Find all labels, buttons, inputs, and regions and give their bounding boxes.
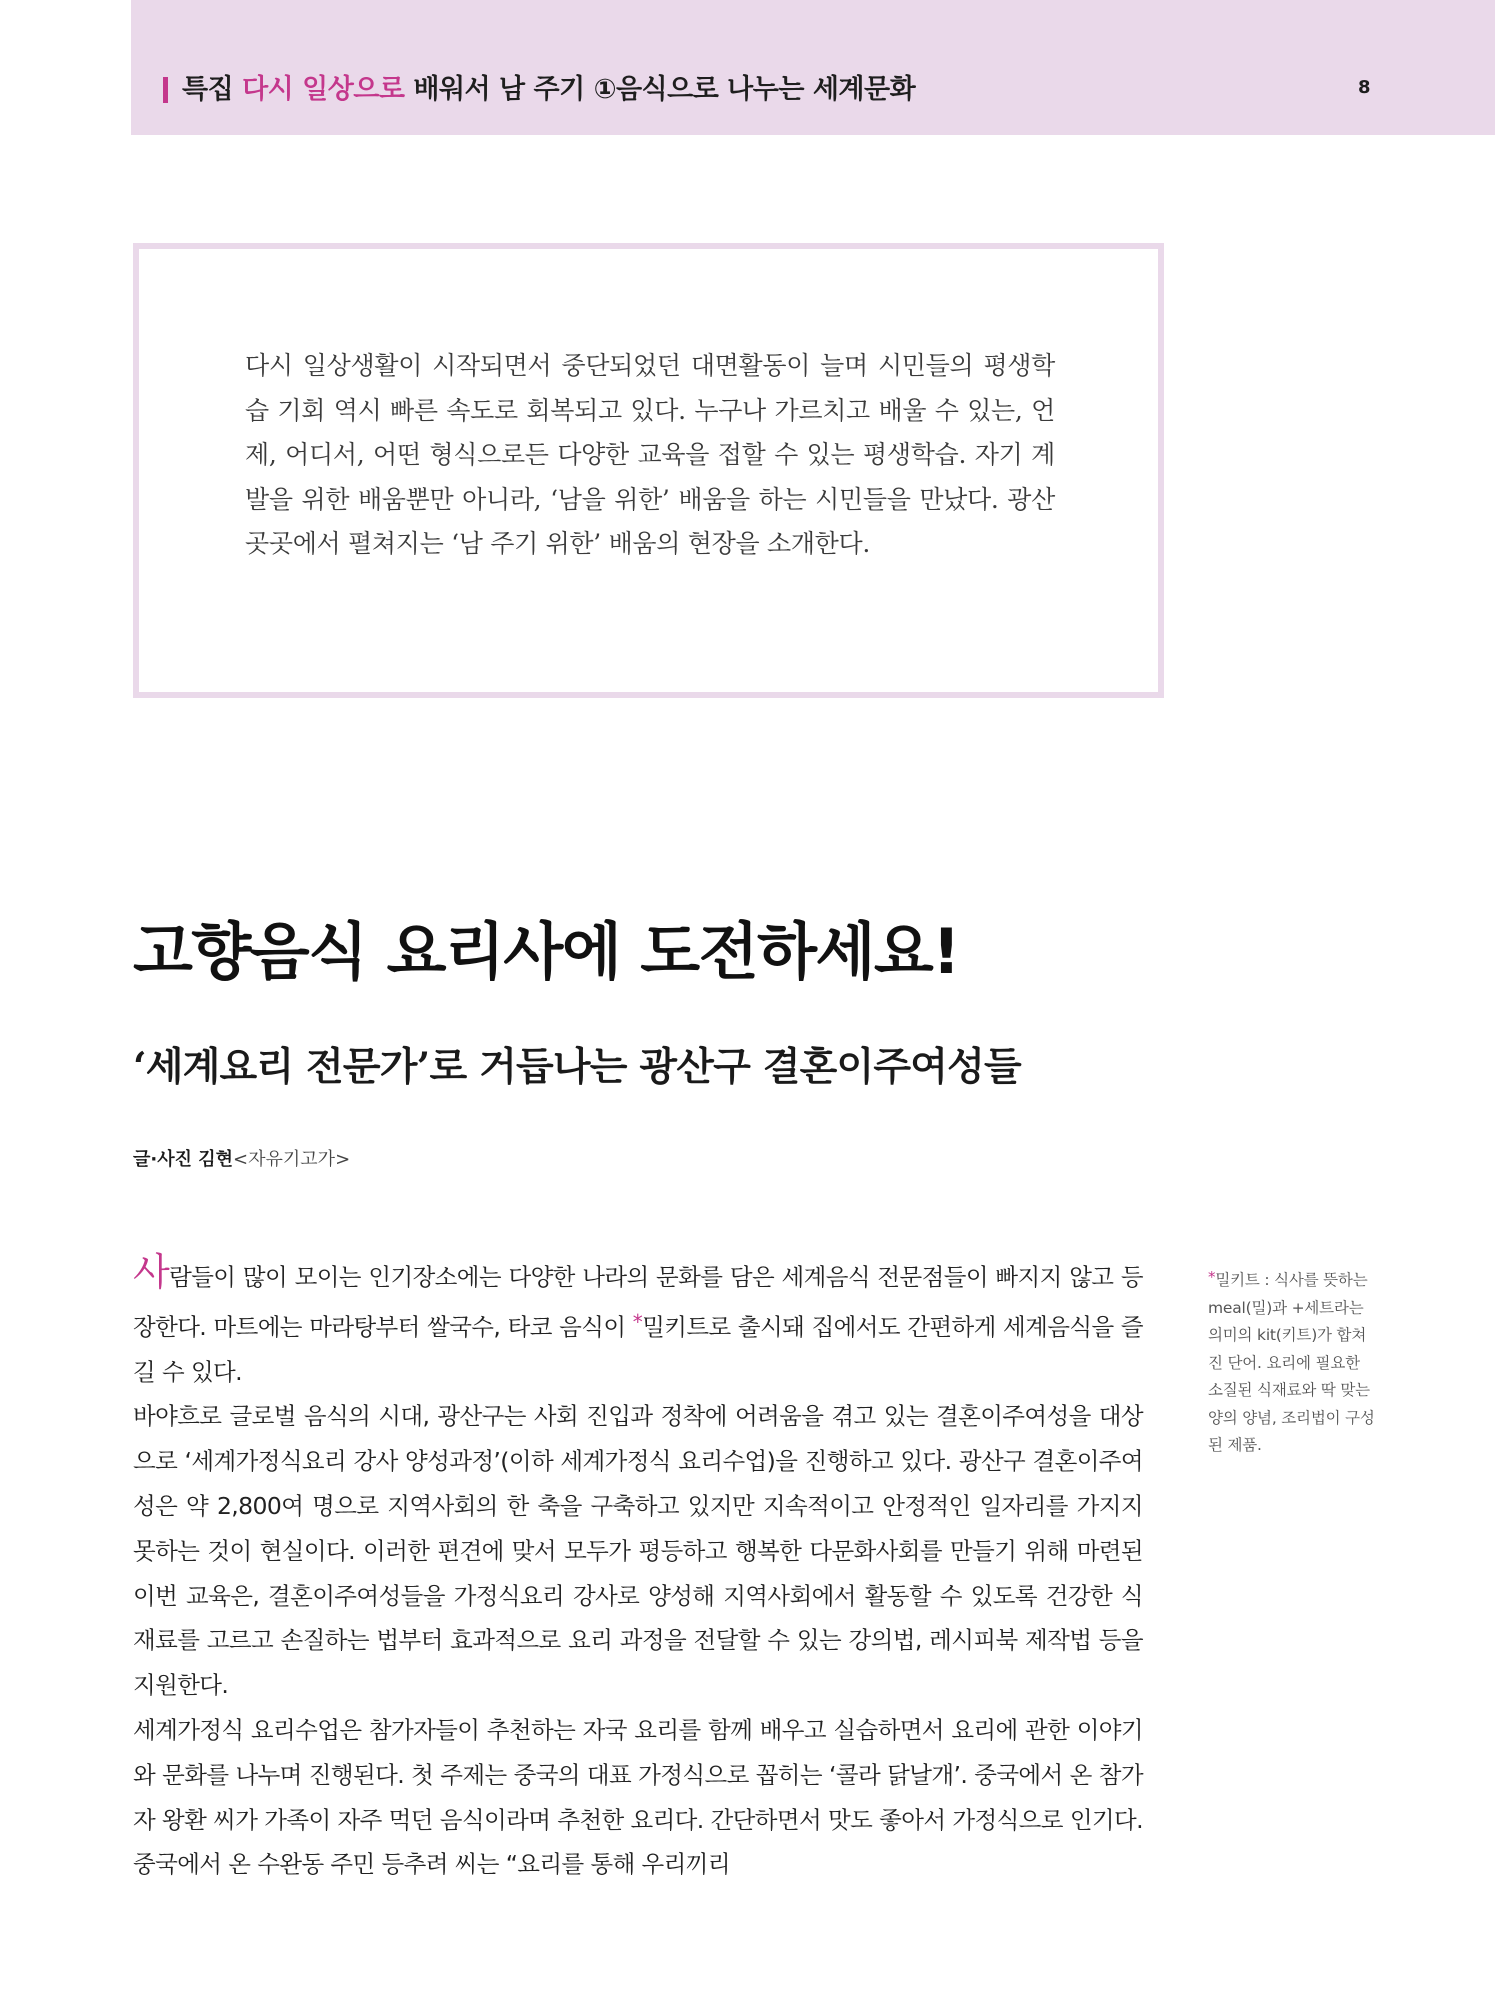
- paragraph-1-part-b: 밀키트로 출시돼 집에서도 간편하게 세계음식을 즐길 수 있다.: [133, 1312, 1143, 1386]
- paragraph-3: 세계가정식 요리수업은 참가자들이 추천하는 자국 요리를 함께 배우고 실습하면서 요리에 관한 이야기와 문화를 나누며 진행된다. 첫 주제는 중국의 대표 가정식으로 꼽히는 ‘콜라 닭날개’. 중국에서 온 참가자 왕환 씨가 가족이 자주 먹던 음식이라며 추천한 요리다. 간단하면서 맛도 좋아서 가정식으로 인기다. 중국에서 온 수완동 주민 등추려 씨는 “요리를 통해 우리끼리: [133, 1715, 1143, 1879]
- footnote-marker: *: [632, 1309, 643, 1334]
- header-special-label: 특집: [182, 74, 243, 105]
- sidenote-text: 밀키트 : 식사를 뜻하는 meal(밀)과 +세트라는 의미의 kit(키트)가 합쳐진 단어. 요리에 필요한 소질된 식재료와 딱 맞는 양의 양념, 조리법이 구성된 제품.: [1208, 1271, 1375, 1454]
- sidenote-marker: *: [1208, 1268, 1216, 1286]
- drop-cap: 사: [133, 1250, 170, 1294]
- header-subtopic: ①음식으로 나누는 세계문화: [593, 74, 916, 105]
- header-band: [131, 0, 1495, 135]
- header-accent-bar: [163, 77, 168, 103]
- header-topic: 배워서 남 주기: [413, 74, 585, 105]
- byline: [133, 1148, 350, 1172]
- page-number: 8: [1358, 77, 1371, 98]
- paragraph-1-part-a: 람들이 많이 모이는 인기장소에는 다양한 나라의 문화를 담은 세계음식 전문점들이 빠지지 않고 등장한다. 마트에는 마라탕부터 쌀국수, 타코 음식이: [133, 1263, 1143, 1341]
- article-title: 고향음식 요리사에 도전하세요!: [133, 915, 960, 988]
- paragraph-1: [133, 1250, 1143, 1394]
- section-header: [182, 72, 915, 108]
- byline-role: <자유기고가>: [233, 1149, 351, 1170]
- article-body: [133, 1250, 1143, 1887]
- article-subtitle: ‘세계요리 전문가’로 거듭나는 광산구 결혼이주여성들: [133, 1044, 1021, 1090]
- header-highlight: 다시 일상으로: [242, 74, 405, 105]
- intro-text: 다시 일상생활이 시작되면서 중단되었던 대면활동이 늘며 시민들의 평생학습 기회 역시 빠른 속도로 회복되고 있다. 누구나 가르치고 배울 수 있는, 언제, 어디서, 어떤 형식으로든 다양한 교육을 접할 수 있는 평생학습. 자기 계발을 위한 배움뿐만 아니라, ‘남을 위한’ 배움을 하는 시민들을 만났다. 광산 곳곳에서 펼쳐지는 ‘남 주기 위한’ 배움의 현장을 소개한다.: [245, 351, 1055, 558]
- byline-author: 글·사진 김현: [133, 1149, 234, 1170]
- sidenote: [1208, 1264, 1378, 1460]
- paragraph-2: 바야흐로 글로벌 음식의 시대, 광산구는 사회 진입과 정착에 어려움을 겪고 있는 결혼이주여성을 대상으로 ‘세계가정식요리 강사 양성과정’(이하 세계가정식 요리수업)을 진행하고 있다. 광산구 결혼이주여성은 약 2,800여 명으로 지역사회의 한 축을 구축하고 있지만 지속적이고 안정적인 일자리를 가지지 못하는 것이 현실이다. 이러한 편견에 맞서 모두가 평등하고 행복한 다문화사회를 만들기 위해 마련된 이번 교육은, 결혼이주여성들을 가정식요리 강사로 양성해 지역사회에서 활동할 수 있도록 건강한 식재료를 고르고 손질하는 법부터 효과적으로 요리 과정을 전달할 수 있는 강의법, 레시피북 제작법 등을 지원한다.: [133, 1402, 1143, 1700]
